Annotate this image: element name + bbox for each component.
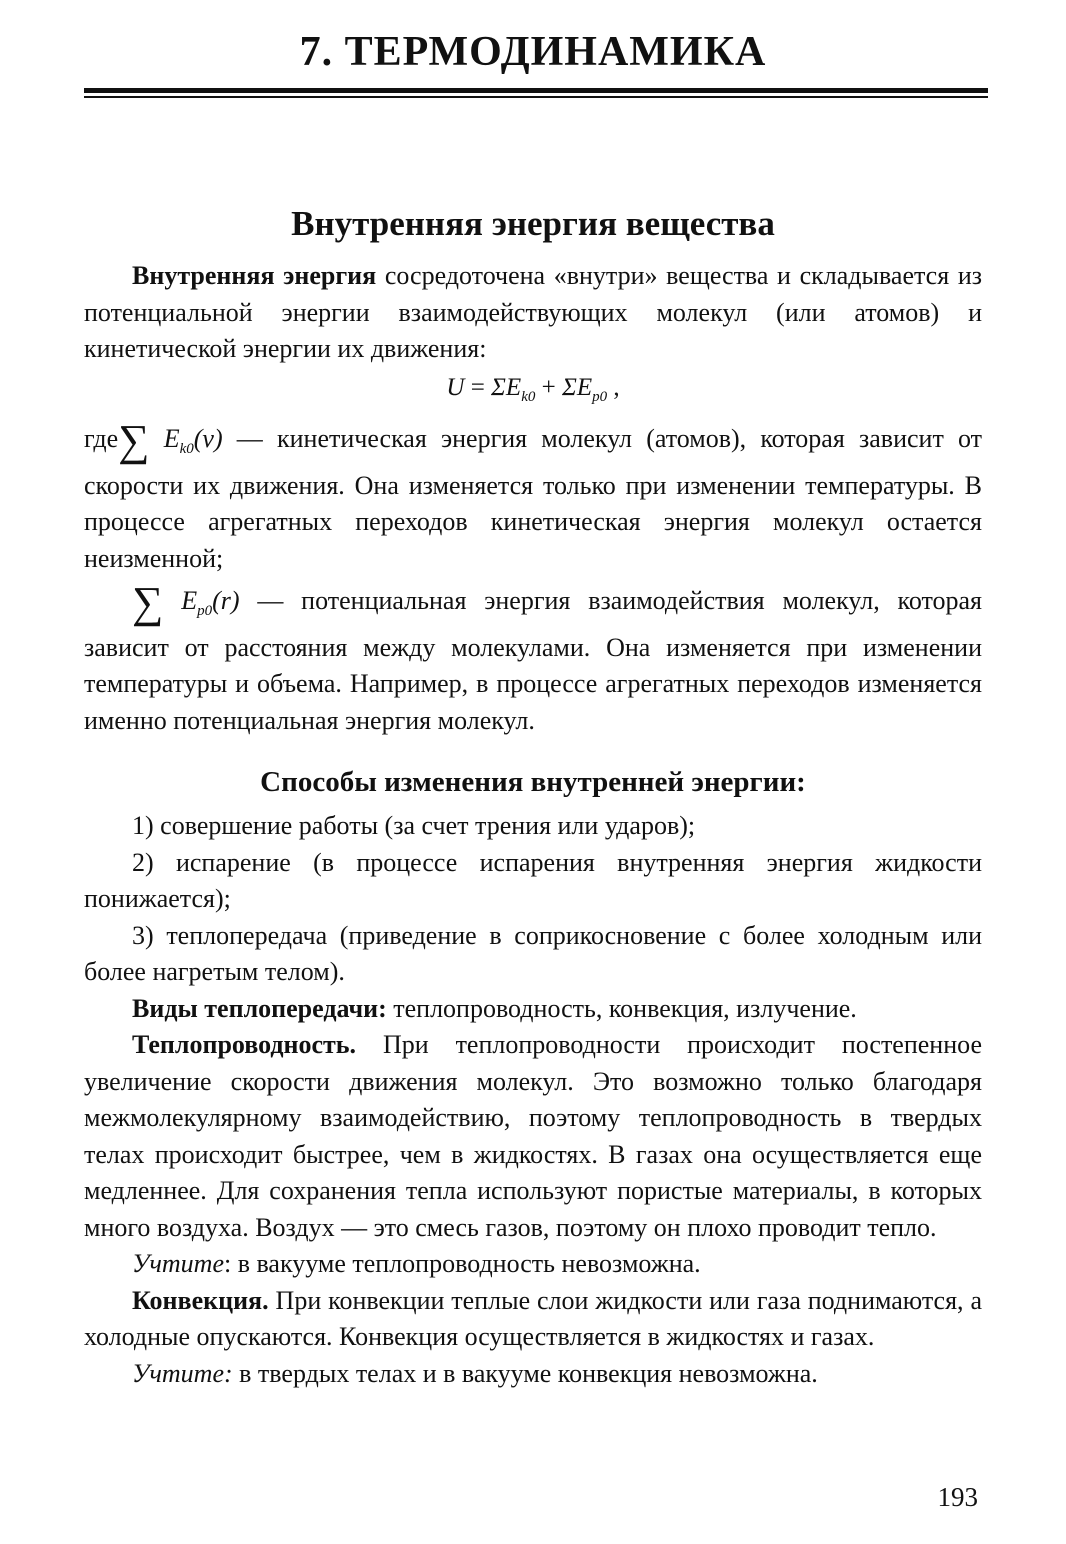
potential-paragraph [84, 578, 983, 739]
intro-paragraph [84, 258, 982, 368]
formula-eq: = [464, 373, 492, 401]
heat-types-label: Виды теплопередачи: [132, 993, 387, 1023]
methods-section [84, 808, 982, 1392]
note1-text: : в вакууме теплопроводность невозможна. [224, 1249, 701, 1278]
kinetic-symbol: E [163, 424, 180, 453]
note2-label: Учтите: [132, 1358, 233, 1388]
chapter-title: 7. ТЕРМОДИНАМИКА [299, 29, 767, 75]
title-rule-thin [84, 96, 988, 98]
kinetic-arg: (v) [193, 424, 223, 453]
formula-sum-kinetic: ΣE [491, 373, 522, 401]
potential-sigma: ∑ [132, 578, 164, 628]
method-item-2: 2) испарение (в процессе испарения внутренняя энергия жидкости понижается); [84, 847, 982, 913]
kinetic-text: — кинетическая энергия молекул (атомов), которая зависит от скорости их движения. Она изменяется только при изменении температуры. В процессе агрегатных переходов кинетическая энергия молекул остается неизменной; [84, 424, 983, 573]
formula-tail: , [607, 373, 620, 401]
convection-label: Конвекция. [132, 1285, 269, 1315]
potential-symbol: E [181, 586, 198, 616]
formula-lhs: U [446, 373, 465, 401]
kinetic-prefix: где [84, 424, 119, 453]
convection-text: При конвекции теплые слои жидкости или газа поднимаются, а холодные опускаются. Конвекция осуществляется в жидкостях и газах. [84, 1285, 982, 1351]
kinetic-symbol-group [163, 424, 223, 458]
conduction-paragraph [84, 1027, 982, 1246]
kinetic-sigma: ∑ [118, 416, 150, 465]
potential-text: — потенциальная энергия взаимодействия молекул, которая зависит от расстояния между молекулами. Она изменяется при изменении температуры и объема. Например, в процессе агрегатных переходов изменяется именно потенциальная энергия молекул. [84, 586, 983, 735]
note2-text: в твердых телах и в вакууме конвекция невозможна. [232, 1358, 818, 1388]
method-item-3: 3) теплопередача (приведение в соприкосновение с более холодным или более нагретым телом). [84, 920, 982, 986]
note-vacuum-convection [84, 1356, 982, 1393]
intro-term: Внутренняя энергия [132, 261, 377, 290]
formula-sum-potential: ΣE [561, 373, 593, 401]
potential-sub: p0 [197, 603, 213, 620]
conduction-label: Теплопроводность. [132, 1030, 357, 1059]
potential-arg: (r) [212, 586, 240, 616]
section-title: Внутренняя энергия вещества [291, 204, 775, 243]
intro-section [84, 258, 982, 739]
methods-title: Способы изменения внутренней энергии: [260, 766, 806, 798]
kinetic-paragraph [84, 416, 983, 577]
intro-text: сосредоточена «внутри» вещества и складывается из потенциальной энергии взаимодействующих молекул (или атомов) и кинетической энергии их движения: [84, 261, 982, 363]
formula-sub-kinetic: k0 [521, 388, 536, 405]
conduction-text: При теплопроводности происходит постепенное увеличение скорости движения молекул. Это возможно только благодаря межмолекулярному взаимодействию, поэтому теплопроводность в твердых телах происходит быстрее, чем в жидкостях. В газах она осуществляется еще медленнее. Для сохранения тепла используют пористые материалы, в которых много воздуха. Воздух — это смесь газов, поэтому он плохо проводит тепло. [84, 1030, 982, 1242]
note-vacuum-conduction [84, 1246, 982, 1283]
formula-sub-potential: p0 [592, 388, 608, 405]
method-item-1: 1) совершение работы (за счет трения или ударов); [132, 811, 696, 840]
convection-paragraph [84, 1283, 982, 1356]
energy-formula [84, 370, 982, 416]
heat-types-text: теплопроводность, конвекция, излучение. [386, 993, 857, 1023]
page-number: 193 [937, 1482, 978, 1512]
formula-plus: + [535, 373, 562, 401]
title-rule-thick [84, 88, 988, 93]
kinetic-sub: k0 [179, 441, 194, 458]
heat-types-paragraph [84, 991, 982, 1028]
note1-label: Учтите [132, 1249, 224, 1278]
potential-symbol-group [181, 586, 240, 620]
